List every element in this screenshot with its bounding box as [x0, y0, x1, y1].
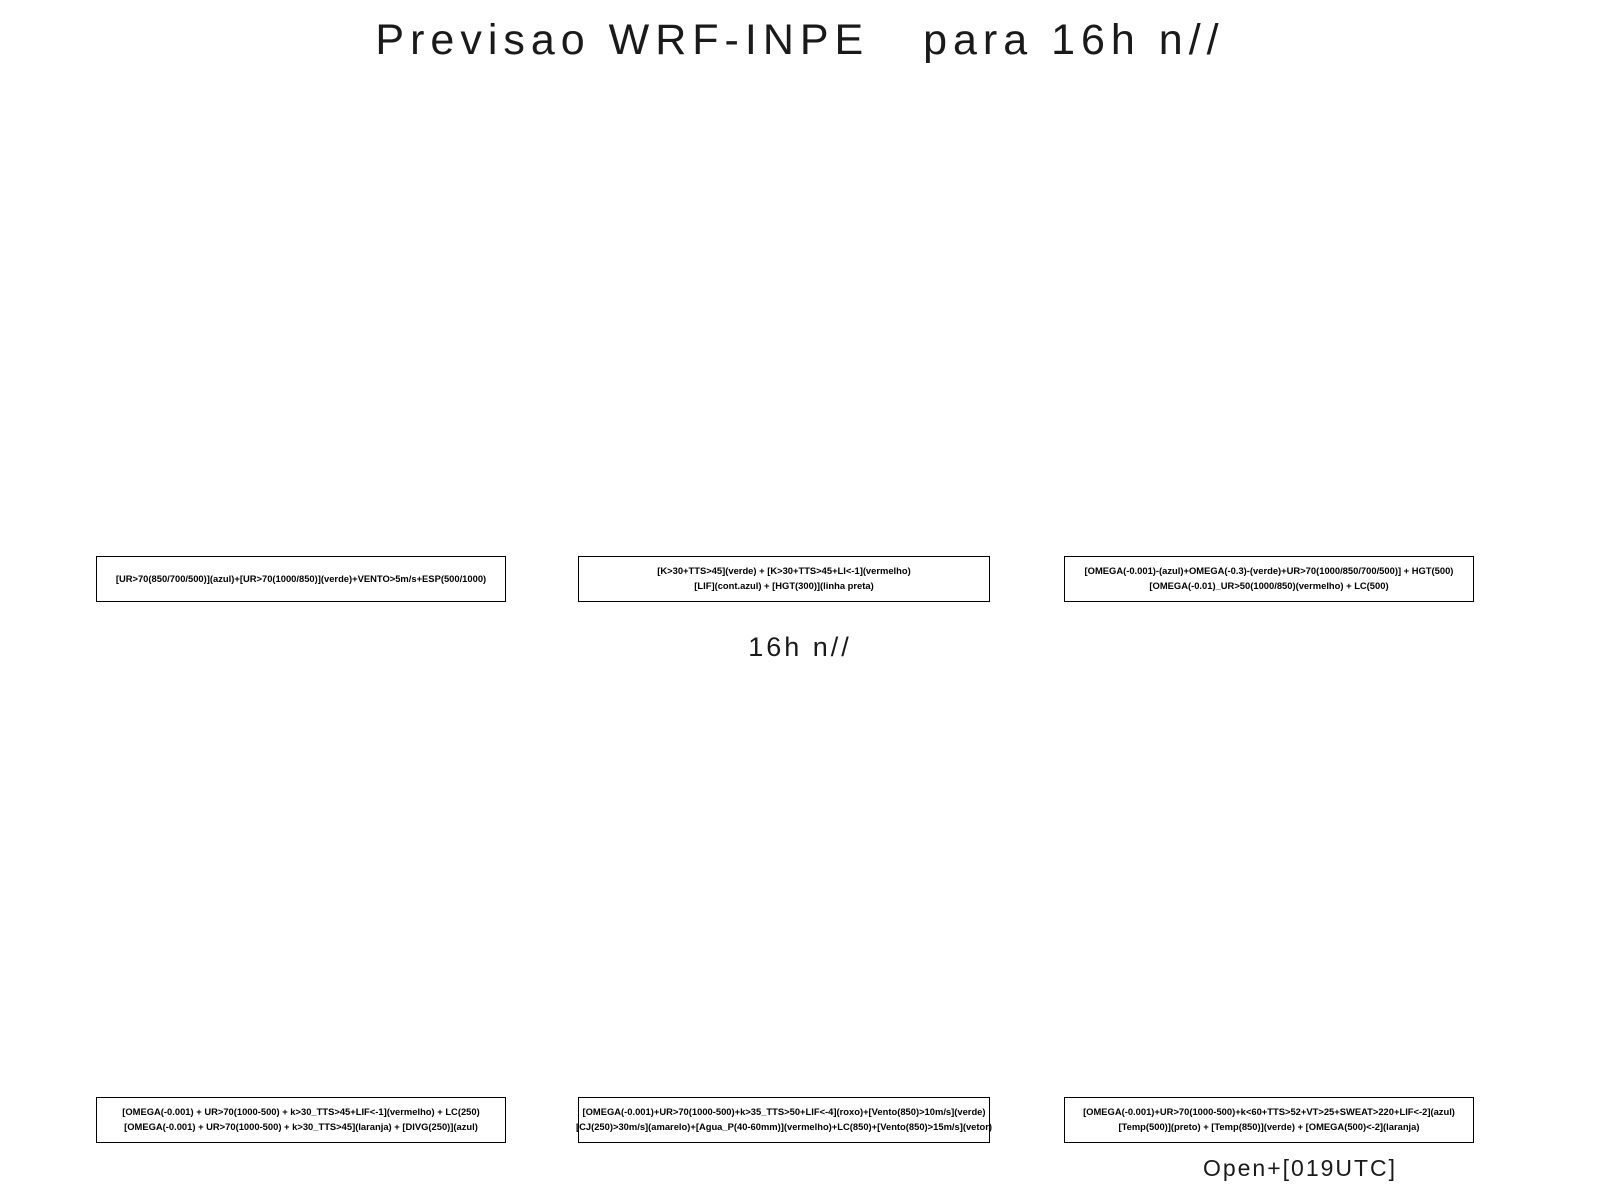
plot-panel-bottom-right — [1064, 670, 1474, 1094]
bottom-caption: Open+[019UTC] — [1202, 1155, 1398, 1181]
legend-line: [UR>70(850/700/500)](azul)+[UR>70(1000/850)](verde)+VENTO>5m/s+ESP(500/1000) — [115, 572, 487, 584]
legend-box-bottom-center — [575, 1097, 993, 1143]
legend-box-top-center — [578, 556, 990, 602]
legend-line: [OMEGA(-0.001)+UR>70(1000-500)+k<60+TTS>52+VT>25+SWEAT>220+LIF<-2](azul) — [1083, 1106, 1455, 1118]
legend-box-bottom-right — [1064, 1097, 1474, 1143]
legend-box-top-left — [96, 556, 506, 602]
plot-panel-bottom-left — [96, 670, 506, 1094]
legend-line: [K>30+TTS>45](verde) + [K>30+TTS>45+LI<-1](vermelho) — [657, 565, 911, 577]
legend-line: [CJ(250)>30m/s](amarelo)+[Agua_P(40-60mm)](vermelho)+LC(850)+[Vento(850)>15m/s](vetor) — [575, 1121, 993, 1132]
plot-panel-top-right — [1064, 96, 1474, 554]
legend-line: [LIF](cont.azul) + [HGT(300)](linha preta) — [694, 580, 874, 591]
plot-panel-top-left — [96, 96, 506, 554]
legend-line: [Temp(500)](preto) + [Temp(850)](verde) + [OMEGA(500)<-2](laranja) — [1118, 1121, 1420, 1132]
legend-line: [OMEGA(-0.001) + UR>70(1000-500) + k>30_TTS>45](laranja) + [DIVG(250)](azul) — [124, 1121, 478, 1132]
legend-line: [OMEGA(-0.001) + UR>70(1000-500) + k>30_TTS>45+LIF<-1](vermelho) + LC(250) — [122, 1106, 480, 1118]
legend-box-bottom-left — [96, 1097, 506, 1143]
legend-line: [OMEGA(-0.001)-(azul)+OMEGA(-0.3)-(verde)+UR>70(1000/850/700/500)] + HGT(500) — [1084, 565, 1454, 577]
plot-panel-bottom-center — [578, 670, 990, 1094]
legend-line: [OMEGA(-0.001)+UR>70(1000-500)+k>35_TTS>50+LIF<-4](roxo)+[Vento(850)>10m/s](verde) — [582, 1106, 986, 1118]
page-title: Previsao WRF-INPE para 16h n// — [375, 16, 1225, 64]
plot-panel-top-center — [578, 96, 990, 554]
mid-caption: 16h n// — [748, 632, 852, 662]
legend-box-top-right — [1064, 556, 1474, 602]
legend-line: [OMEGA(-0.01)_UR>50(1000/850)(vermelho) + LC(500) — [1149, 580, 1389, 591]
